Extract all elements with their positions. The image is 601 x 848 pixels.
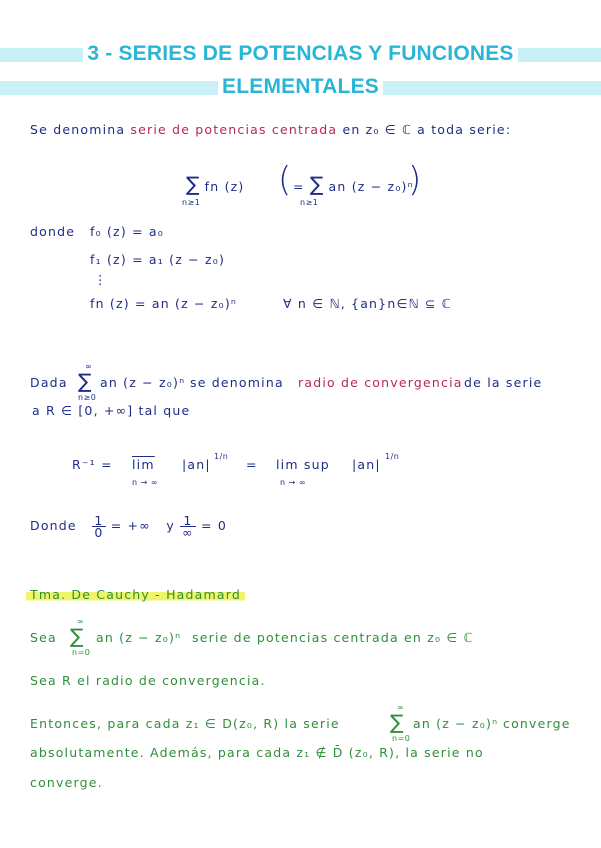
theorem-line-3-sigma-top: ∞	[397, 703, 405, 712]
term-power-series: serie de potencias centrada	[130, 122, 338, 137]
donde-label: donde	[30, 224, 76, 239]
fraction-one-over-zero: $\frac{1}{0}$	[94, 513, 104, 540]
r-abs-2: |an|	[352, 457, 381, 472]
formula-sum-an: = ∑ an (z − z₀)ⁿ	[293, 172, 414, 196]
radius-line-2: a R ∈ [0, +∞] tal que	[32, 403, 191, 418]
formula-sum-fn-index: n≥1	[182, 198, 201, 207]
r-lim-index: n → ∞	[132, 478, 159, 487]
radius-mid: se denomina	[190, 375, 284, 390]
formula-open-paren: (	[278, 160, 292, 200]
r-limsup: lim sup	[276, 457, 330, 472]
radius-term: an (z − z₀)ⁿ	[100, 375, 186, 390]
r-eq-2: =	[246, 457, 258, 472]
theorem-line-5: converge.	[30, 775, 103, 790]
donde-fn: fn (z) = an (z − z₀)ⁿ	[90, 296, 238, 311]
donde-quantifier: ∀ n ∈ ℕ, {an}n∈ℕ ⊆ ℂ	[283, 296, 452, 311]
theorem-line-4: absolutamente. Además, para cada z₁ ∉ D̄ (z₀, R), la serie no	[30, 745, 484, 760]
donde-dots: ⋮	[94, 272, 108, 287]
r-abs-1: |an|	[182, 457, 211, 472]
radius-suffix: de la serie	[464, 375, 543, 390]
theorem-line-3-sigma-index: n=0	[392, 734, 411, 743]
radius-sigma: ∑	[78, 369, 92, 393]
radius-prefix: Dada	[30, 375, 68, 390]
fraction-one-over-infinity: $\frac{1}{\infty}$	[182, 513, 194, 540]
formula-close-paren: )	[408, 160, 422, 200]
radius-sigma-top: ∞	[85, 362, 93, 371]
theorem-line-3-sigma: ∑	[390, 710, 404, 734]
theorem-line-1-prefix: Sea	[30, 630, 57, 645]
theorem-sigma-top: ∞	[77, 617, 85, 626]
page-title-line-1: 3 - SERIES DE POTENCIAS Y FUNCIONES	[0, 42, 601, 66]
formula-sum-fn: ∑ fn (z)	[186, 172, 245, 196]
theorem-line-3-prefix: Entonces, para cada z₁ ∈ D(z₀, R) la serie	[30, 716, 340, 731]
radius-sigma-index: n≥0	[78, 393, 97, 402]
term-radius-convergence: radio de convergencia	[298, 375, 463, 390]
theorem-sigma: ∑	[70, 624, 84, 648]
theorem-title: Tma. De Cauchy - Hadamard	[26, 587, 245, 602]
donde-f1: f₁ (z) = a₁ (z − z₀)	[90, 252, 226, 267]
intro-sentence: Se denomina serie de potencias centrada en z₀ ∈ ℂ a toda serie:	[30, 122, 512, 137]
page-title-line-2: ELEMENTALES	[0, 75, 601, 99]
theorem-line-1-suffix: serie de potencias centrada en z₀ ∈ ℂ	[192, 630, 474, 645]
r-exp-2: 1/n	[385, 452, 400, 461]
theorem-line-1-term: an (z − z₀)ⁿ	[96, 630, 182, 645]
formula-sum-an-index: n≥1	[300, 198, 319, 207]
theorem-line-3-term: an (z − z₀)ⁿ	[413, 716, 499, 731]
theorem-sigma-index: n=0	[72, 648, 91, 657]
donde-f0: f₀ (z) = a₀	[90, 224, 164, 239]
r-limsup-bar: $\overline{lim}$	[132, 457, 155, 472]
theorem-line-2: Sea R el radio de convergencia.	[30, 673, 266, 688]
r-lhs: R⁻¹ =	[72, 457, 113, 472]
r-limsup-index: n → ∞	[280, 478, 307, 487]
conventions-row: Donde $\frac{1}{0}$ = +∞ y $\frac{1}{\infty}$ = 0	[30, 513, 227, 540]
theorem-line-3-suffix: converge	[503, 716, 571, 731]
r-exp-1: 1/n	[214, 452, 229, 461]
